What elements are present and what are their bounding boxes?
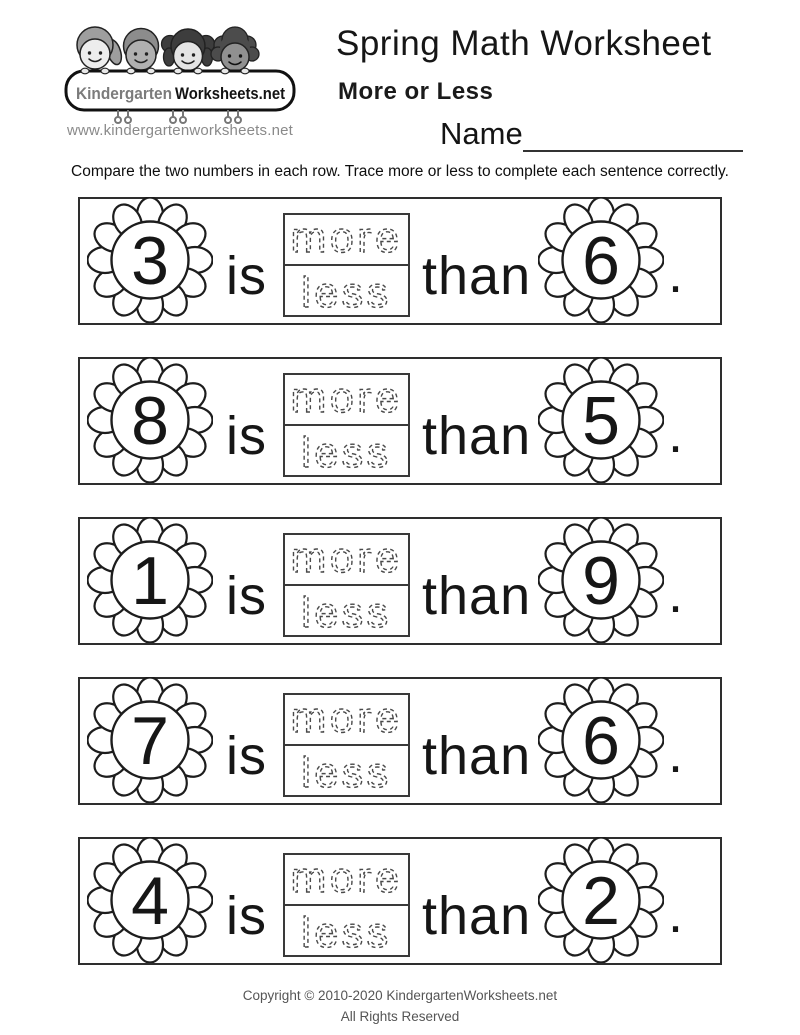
sentence-period: .	[668, 404, 684, 464]
trace-more-cell	[285, 535, 408, 586]
footer-copyright: Copyright © 2010-2020 KindergartenWorksheets.net	[242, 988, 558, 1003]
brand-text-worksheets: Worksheets.net	[175, 84, 286, 103]
sentence-period: .	[668, 564, 684, 624]
flower-number-left: 7	[131, 703, 169, 779]
name-underline	[523, 114, 743, 152]
instructions-text: Compare the two numbers in each row. Trace more or less to complete each sentence correctly.	[71, 163, 729, 180]
logo-banner	[66, 68, 294, 110]
site-url: www.kindergartenworksheets.net	[66, 122, 294, 139]
trace-box	[283, 693, 410, 797]
trace-box	[283, 213, 410, 317]
sentence-period: .	[668, 884, 684, 944]
brand-text-kindergarten: Kindergarten	[76, 84, 172, 103]
flower-icon	[87, 837, 213, 963]
trace-less-cell	[285, 426, 408, 475]
worksheet-row	[78, 197, 722, 325]
flower-icon	[87, 517, 213, 643]
trace-more-cell	[285, 375, 408, 426]
trace-less-cell	[285, 906, 408, 955]
flower-icon	[538, 357, 664, 483]
trace-word-less: less	[301, 589, 392, 635]
sentence-period: .	[668, 724, 684, 784]
flower-number-right: 6	[582, 223, 620, 299]
worksheet-row	[78, 837, 722, 965]
site-logo	[58, 14, 302, 128]
flower-number-right: 9	[582, 543, 620, 619]
worksheet-rows	[78, 197, 722, 997]
sentence-period: .	[668, 244, 684, 304]
trace-more-cell	[285, 215, 408, 266]
page-footer	[0, 986, 800, 1028]
flower-icon	[87, 677, 213, 803]
flower-icon	[87, 197, 213, 323]
trace-box	[283, 373, 410, 477]
trace-box	[283, 853, 410, 957]
word-than: than	[422, 246, 532, 306]
trace-less-cell	[285, 586, 408, 635]
flower-icon	[538, 517, 664, 643]
trace-less-cell	[285, 266, 408, 315]
flower-icon	[538, 837, 664, 963]
word-is: is	[226, 246, 267, 306]
trace-more-cell	[285, 855, 408, 906]
flower-number-right: 6	[582, 703, 620, 779]
word-is: is	[226, 406, 267, 466]
word-than: than	[422, 406, 532, 466]
trace-box	[283, 533, 410, 637]
flower-number-left: 1	[131, 543, 169, 619]
trace-word-less: less	[301, 429, 392, 475]
trace-word-more: more	[290, 855, 403, 902]
trace-word-less: less	[301, 909, 392, 955]
trace-word-more: more	[290, 375, 403, 422]
footer-rights: All Rights Reserved	[340, 1008, 460, 1024]
flower-number-left: 3	[131, 223, 169, 299]
flower-number-left: 8	[131, 383, 169, 459]
trace-word-more: more	[290, 215, 403, 262]
trace-less-cell	[285, 746, 408, 795]
word-than: than	[422, 566, 532, 626]
name-row	[440, 114, 743, 152]
page-subtitle: More or Less	[338, 78, 494, 105]
worksheet-row	[78, 677, 722, 805]
word-is: is	[226, 566, 267, 626]
word-is: is	[226, 726, 267, 786]
trace-word-more: more	[290, 535, 403, 582]
kid-girl-pigtails-icon	[162, 29, 215, 71]
flower-number-right: 2	[582, 863, 620, 939]
worksheet-row	[78, 357, 722, 485]
kid-girl-ponytail-icon	[77, 27, 124, 69]
trace-word-less: less	[301, 749, 392, 795]
flower-number-right: 5	[582, 383, 620, 459]
trace-word-less: less	[301, 269, 392, 315]
word-than: than	[422, 726, 532, 786]
worksheet-row	[78, 517, 722, 645]
flower-icon	[538, 197, 664, 323]
flower-icon	[87, 357, 213, 483]
word-is: is	[226, 886, 267, 946]
flower-icon	[538, 677, 664, 803]
name-label: Name	[440, 116, 523, 151]
word-than: than	[422, 886, 532, 946]
trace-more-cell	[285, 695, 408, 746]
page-title: Spring Math Worksheet	[336, 24, 712, 63]
flower-number-left: 4	[131, 863, 169, 939]
trace-word-more: more	[290, 695, 403, 742]
